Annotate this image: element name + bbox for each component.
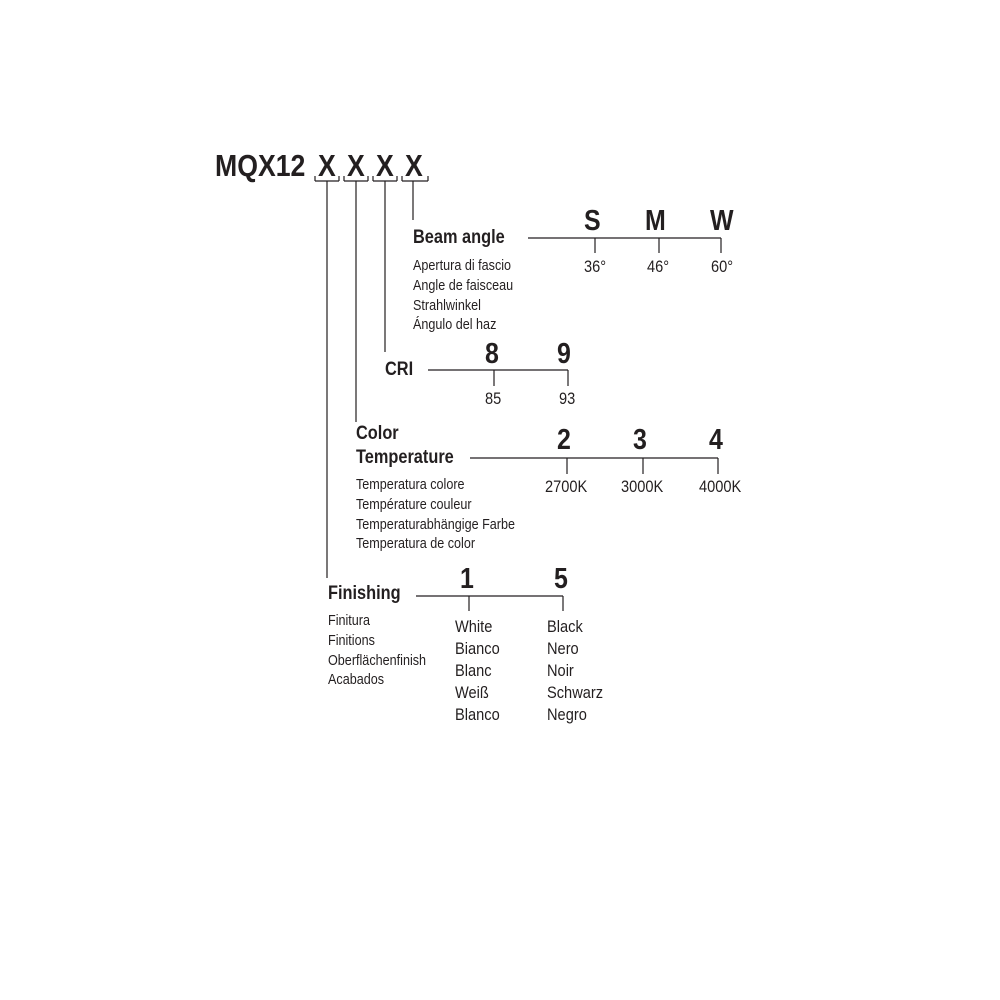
cri-title: CRI [385, 359, 414, 380]
color-temperature-title: Temperature [356, 447, 454, 468]
beam-option-value: 60° [711, 257, 734, 276]
beam-angle-title: Beam angle [413, 227, 505, 248]
beam-option-code: S [584, 205, 601, 237]
finishing-option-name: Schwarz [547, 683, 604, 702]
finishing-translation: Finitions [328, 632, 375, 649]
beam-option-code: W [710, 205, 734, 237]
color-temperature-option-value: 3000K [621, 477, 664, 496]
cri-option-code: 9 [557, 338, 571, 370]
color-temperature-option-value: 4000K [699, 477, 742, 496]
finishing-option-name: White [455, 617, 493, 636]
finishing-option-name: Blanco [455, 705, 500, 724]
finishing-option-name: Bianco [455, 639, 500, 658]
color-temperature-translation: Température couleur [356, 496, 472, 513]
cri-option-code: 8 [485, 338, 499, 370]
finishing-option-name: Blanc [455, 661, 492, 680]
beam-angle-translation: Apertura di fascio [413, 257, 512, 274]
beam-option-value: 46° [647, 257, 670, 276]
color-temperature-translation: Temperaturabhängige Farbe [356, 516, 516, 533]
code-slot-color-temperature: X [347, 148, 365, 183]
finishing-translation: Acabados [328, 671, 385, 688]
cri-option-value: 85 [485, 389, 502, 408]
color-temperature-title: Color [356, 423, 399, 444]
finishing-option-name: Negro [547, 705, 587, 724]
finishing-option-name: Black [547, 617, 583, 636]
product-code-prefix: MQX12 [215, 148, 306, 183]
color-temperature-translation: Temperatura colore [356, 476, 465, 493]
cri-option-value: 93 [559, 389, 576, 408]
color-temperature-option-code: 2 [557, 424, 571, 456]
code-slot-cri: X [376, 148, 394, 183]
beam-angle-translation: Strahlwinkel [413, 297, 481, 314]
beam-option-value: 36° [584, 257, 607, 276]
finishing-option-name: Noir [547, 661, 574, 680]
color-temperature-translation: Temperatura de color [356, 535, 476, 552]
code-slot-finishing: X [318, 148, 336, 183]
color-temperature-option-value: 2700K [545, 477, 588, 496]
finishing-option-code: 1 [460, 563, 474, 595]
beam-option-code: M [645, 205, 666, 237]
finishing-option-code: 5 [554, 563, 568, 595]
finishing-title: Finishing [328, 583, 401, 604]
finishing-translation: Oberflächenfinish [328, 652, 427, 669]
finishing-option-name: Nero [547, 639, 579, 658]
finishing-option-name: Weiß [455, 683, 489, 702]
color-temperature-option-code: 4 [709, 424, 723, 456]
code-slot-beam-angle: X [405, 148, 423, 183]
beam-angle-translation: Ángulo del haz [413, 316, 497, 333]
color-temperature-option-code: 3 [633, 424, 647, 456]
beam-angle-translation: Angle de faisceau [413, 277, 514, 294]
finishing-translation: Finitura [328, 612, 371, 629]
